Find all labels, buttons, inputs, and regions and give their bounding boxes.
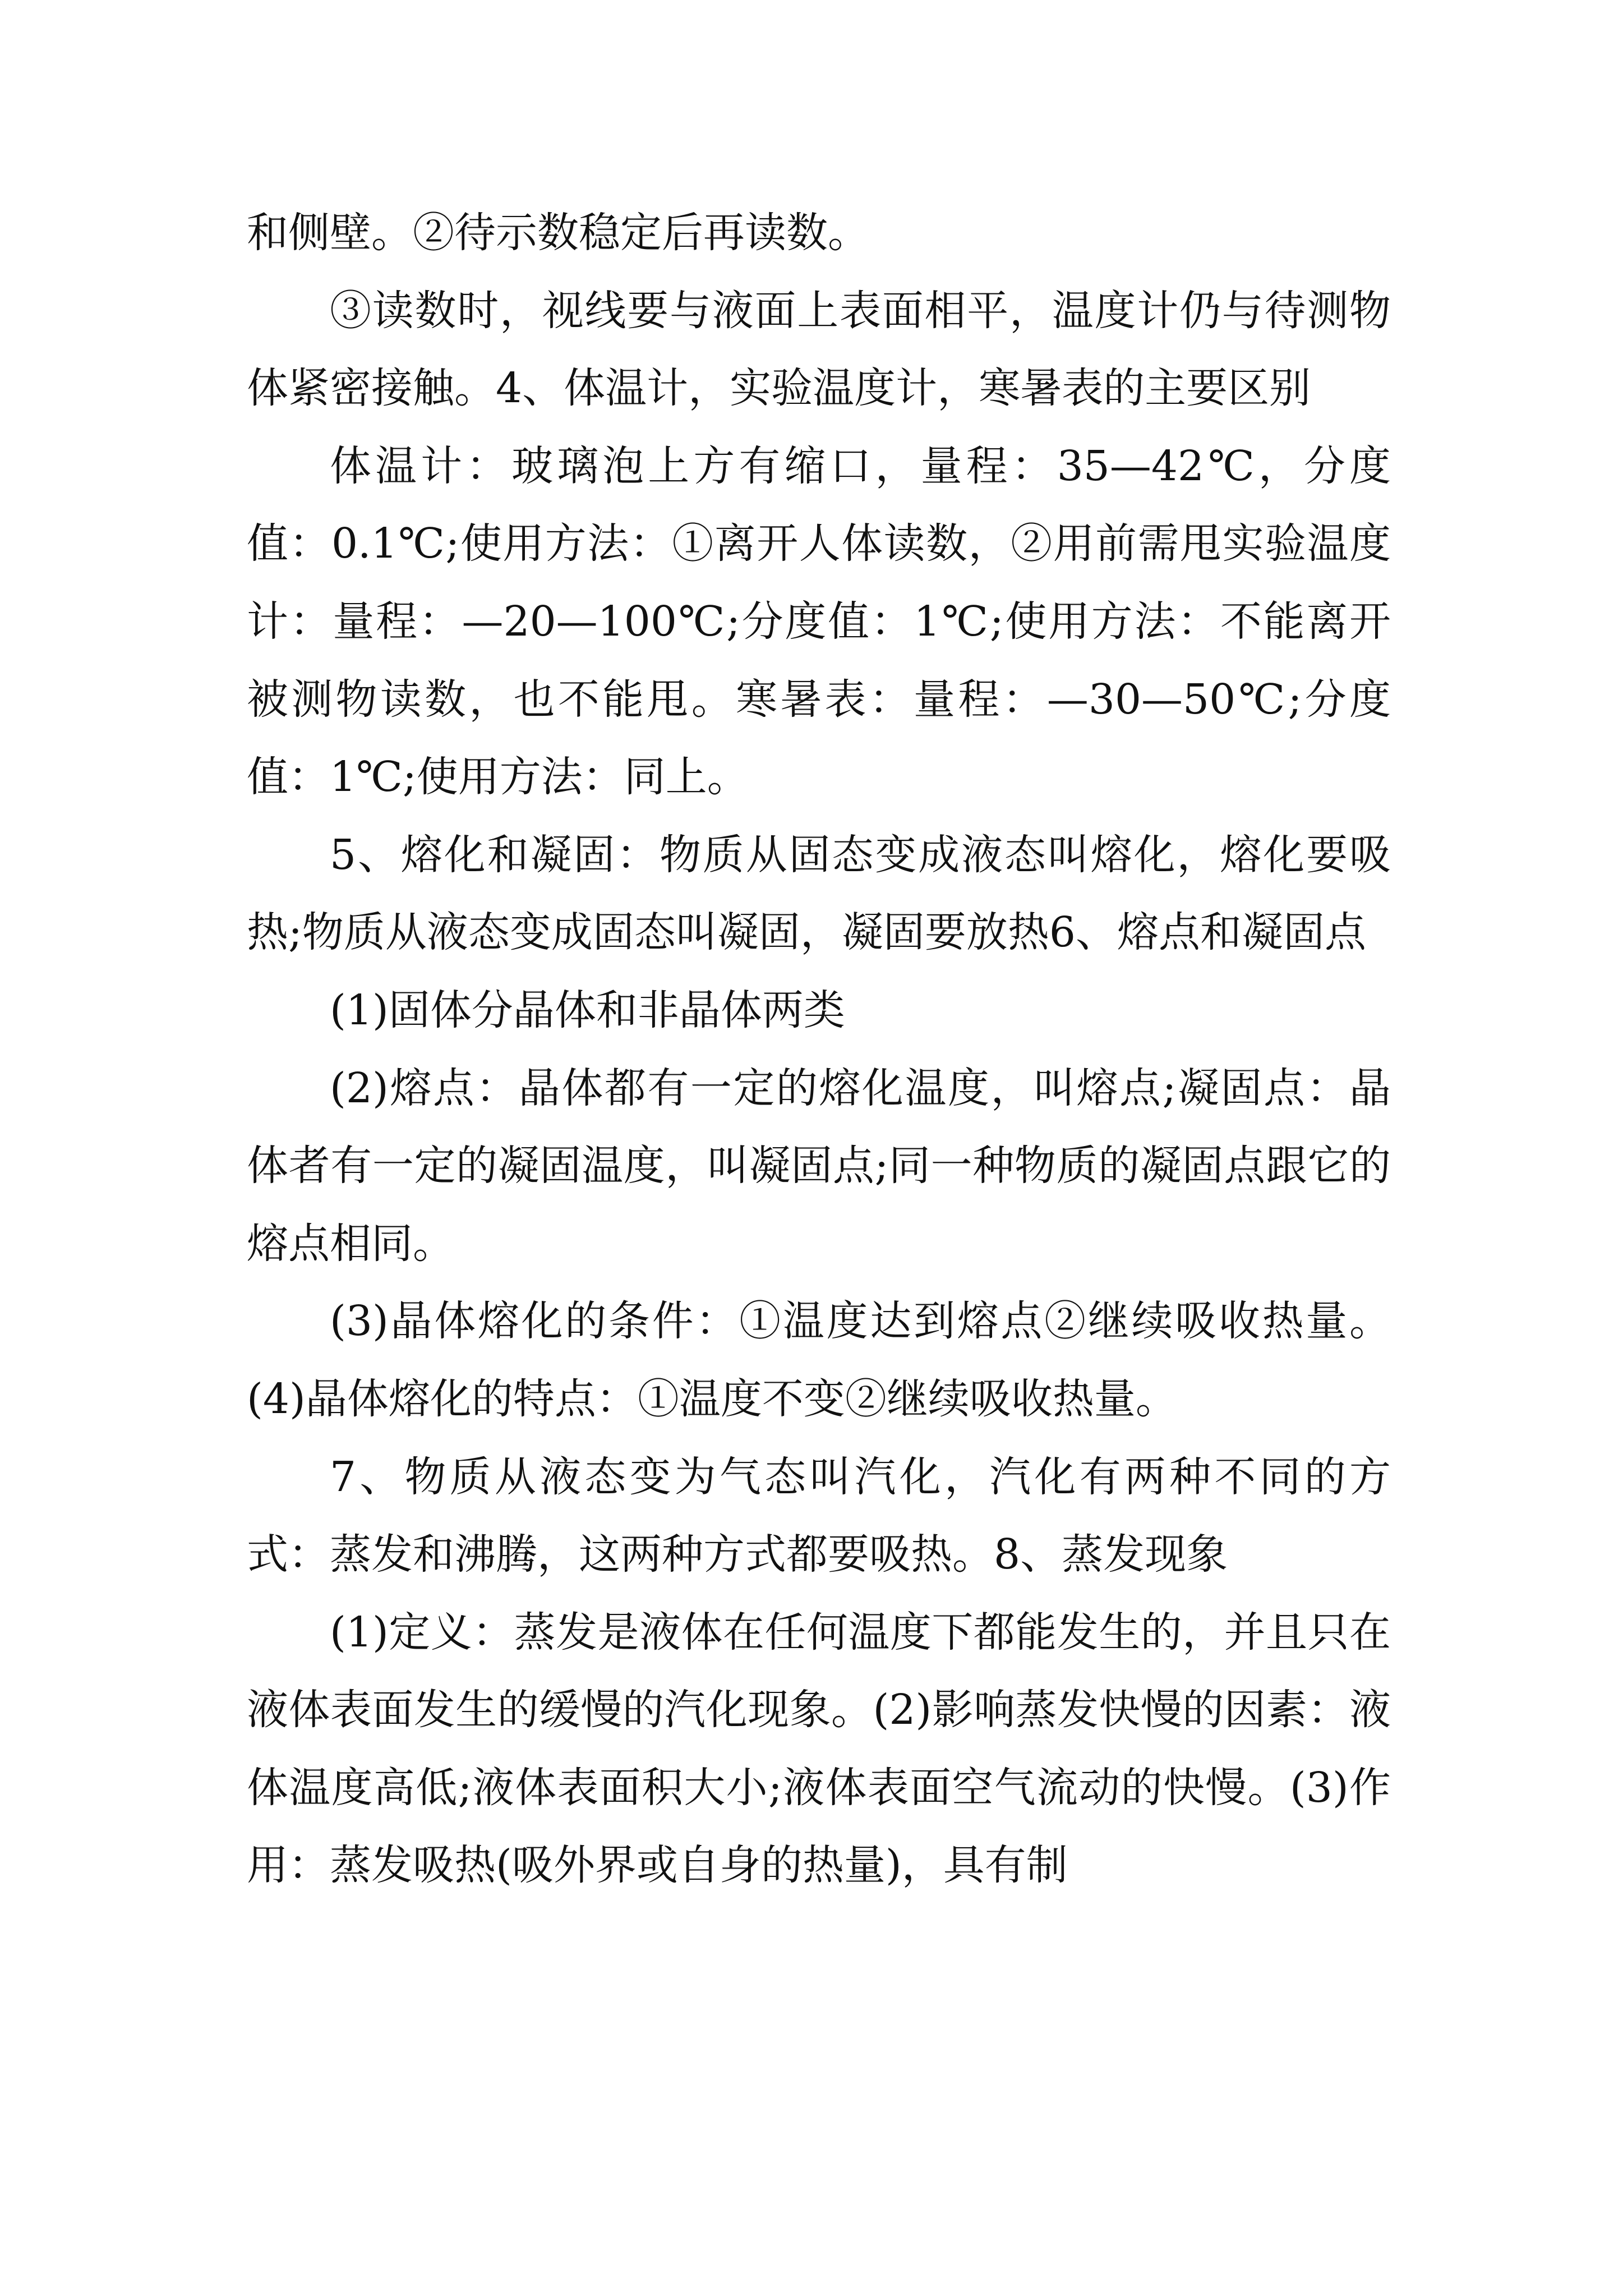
paragraph-3: 体温计：玻璃泡上方有缩口，量程：35—42℃，分度值：0.1℃;使用方法：①离开人体读数，②用前需甩实验温度计：量程：—20—100℃;分度值：1℃;使用方法：不能离开被测物读数，也不能甩。寒暑表：量程：—30—50℃;分度值：1℃;使用方法：同上。 — [247, 441, 1391, 802]
paragraph-6: (2)熔点：晶体都有一定的熔化温度，叫熔点;凝固点：晶体者有一定的凝固温度，叫凝固点;同一种物质的凝固点跟它的熔点相同。 — [247, 1064, 1391, 1268]
document-body — [247, 194, 1391, 1904]
paragraph-2: ③读数时，视线要与液面上表面相平，温度计仍与待测物体紧密接触。4、体温计，实验温度计，寒暑表的主要区别 — [247, 286, 1391, 413]
paragraph-1: 和侧壁。②待示数稳定后再读数。 — [247, 209, 869, 257]
paragraph-9: (1)定义：蒸发是液体在任何温度下都能发生的，并且只在液体表面发生的缓慢的汽化现象。(2)影响蒸发快慢的因素：液体温度高低;液体表面积大小;液体表面空气流动的快慢。(3)作用：蒸发吸热(吸外界或自身的热量)，具有制 — [247, 1608, 1391, 1890]
paragraph-7: (3)晶体熔化的条件：①温度达到熔点②继续吸收热量。(4)晶体熔化的特点：①温度不变②继续吸收热量。 — [247, 1297, 1391, 1423]
paragraph-4: 5、熔化和凝固：物质从固态变成液态叫熔化，熔化要吸热;物质从液态变成固态叫凝固，凝固要放热6、熔点和凝固点 — [247, 830, 1391, 957]
paragraph-8: 7、物质从液态变为气态叫汽化，汽化有两种不同的方式：蒸发和沸腾，这两种方式都要吸热。8、蒸发现象 — [247, 1452, 1391, 1579]
paragraph-5: (1)固体分晶体和非晶体两类 — [330, 986, 845, 1034]
